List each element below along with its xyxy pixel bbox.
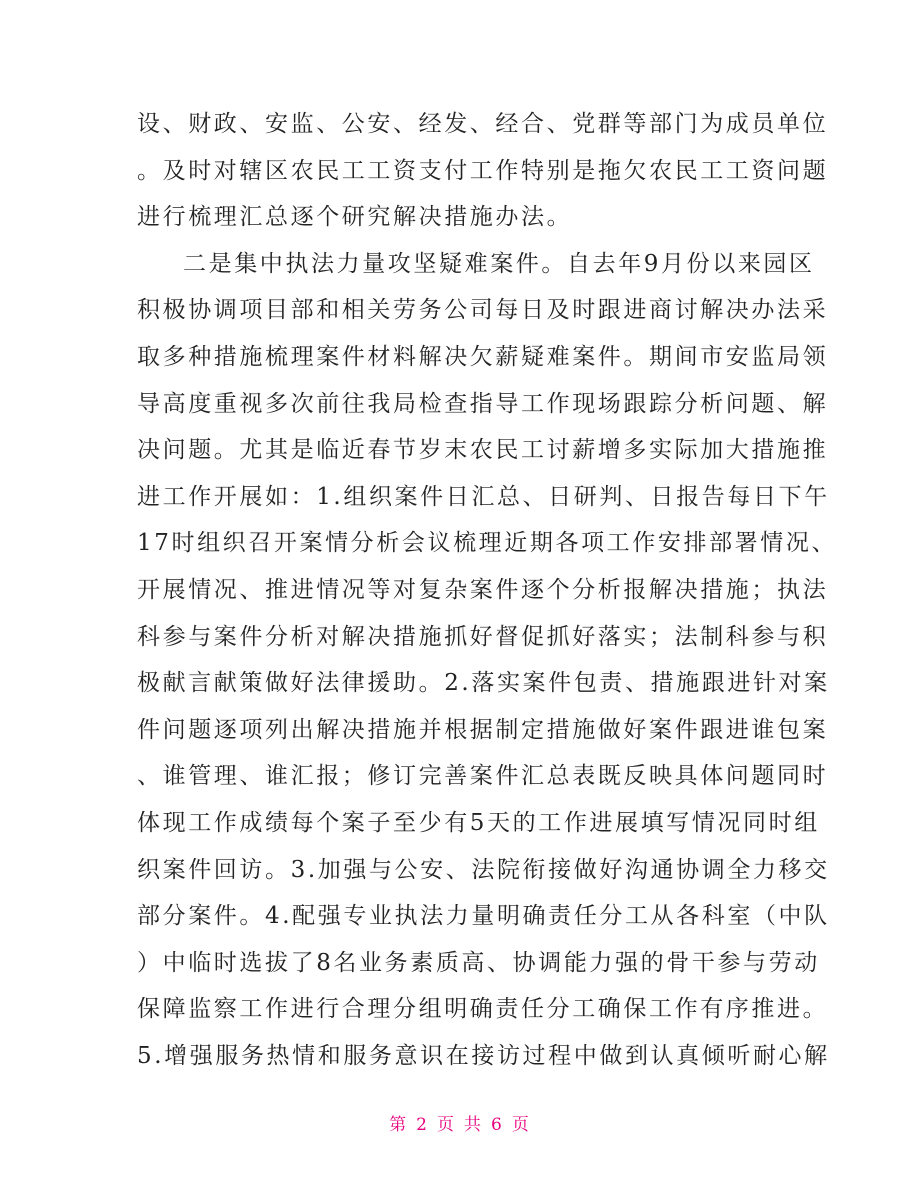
page-label-suffix: 页 — [511, 1115, 531, 1135]
text-line: 取多种措施梳理案件材料解决欠薪疑难案件。期间市安监局领 — [137, 344, 829, 370]
text-line: 科参与案件分析对解决措施抓好督促抓好落实；法制科参与积 — [137, 624, 829, 650]
text-line: 5.增强服务热情和服务意识在接访过程中做到认真倾听耐心解 — [137, 1043, 830, 1069]
text-line: 决问题。尤其是临近春节岁末农民工讨薪增多实际加大措施推 — [137, 437, 829, 463]
text-line: 织案件回访。3.加强与公安、法院衔接做好沟通协调全力移交 — [137, 857, 830, 883]
total-label-prefix: 共 — [464, 1115, 483, 1135]
total-pages-number: 6 — [491, 1115, 504, 1135]
text-line: 设、财政、安监、公安、经发、经合、党群等部门为成员单位 — [137, 111, 829, 137]
text-line: 。及时对辖区农民工工资支付工作特别是拖欠农民工工资问题 — [137, 158, 829, 184]
page-label-prefix: 第 — [389, 1115, 409, 1135]
text-line: 件问题逐项列出解决措施并根据制定措施做好案件跟进谁包案 — [137, 717, 829, 743]
text-line: 导高度重视多次前往我局检查指导工作现场跟踪分析问题、解 — [137, 391, 829, 417]
text-line: 进行梳理汇总逐个研究解决措施办法。 — [137, 204, 573, 230]
text-line: 极献言献策做好法律援助。2.落实案件包责、措施跟进针对案 — [137, 670, 830, 696]
page-label-mid: 页 — [437, 1115, 456, 1135]
text-line: 体现工作成绩每个案子至少有5天的工作进展填写情况同时组 — [137, 810, 820, 836]
text-line: 、谁管理、谁汇报；修订完善案件汇总表既反映具体问题同时 — [137, 763, 829, 789]
text-line: 17时组织召开案情分析会议梳理近期各项工作安排部署情况、 — [137, 530, 838, 556]
text-line: 进工作开展如：1.组织案件日汇总、日研判、日报告每日下午 — [137, 484, 830, 510]
text-line: 开展情况、推进情况等对复杂案件逐个分析报解决措施；执法 — [137, 577, 829, 603]
paragraph-first-line: 二是集中执法力量攻坚疑难案件。自去年9月份以来园区 — [183, 251, 815, 277]
page-number-footer — [0, 1113, 920, 1137]
text-line: ）中临时选拔了8名业务素质高、协调能力强的骨干参与劳动 — [137, 950, 820, 976]
text-line: 保障监察工作进行合理分组明确责任分工确保工作有序推进。 — [137, 996, 829, 1022]
text-line: 部分案件。4.配强专业执法力量明确责任分工从各科室（中队 — [137, 903, 830, 929]
current-page-number: 2 — [416, 1115, 429, 1135]
text-line: 积极协调项目部和相关劳务公司每日及时跟进商讨解决办法采 — [137, 297, 829, 323]
